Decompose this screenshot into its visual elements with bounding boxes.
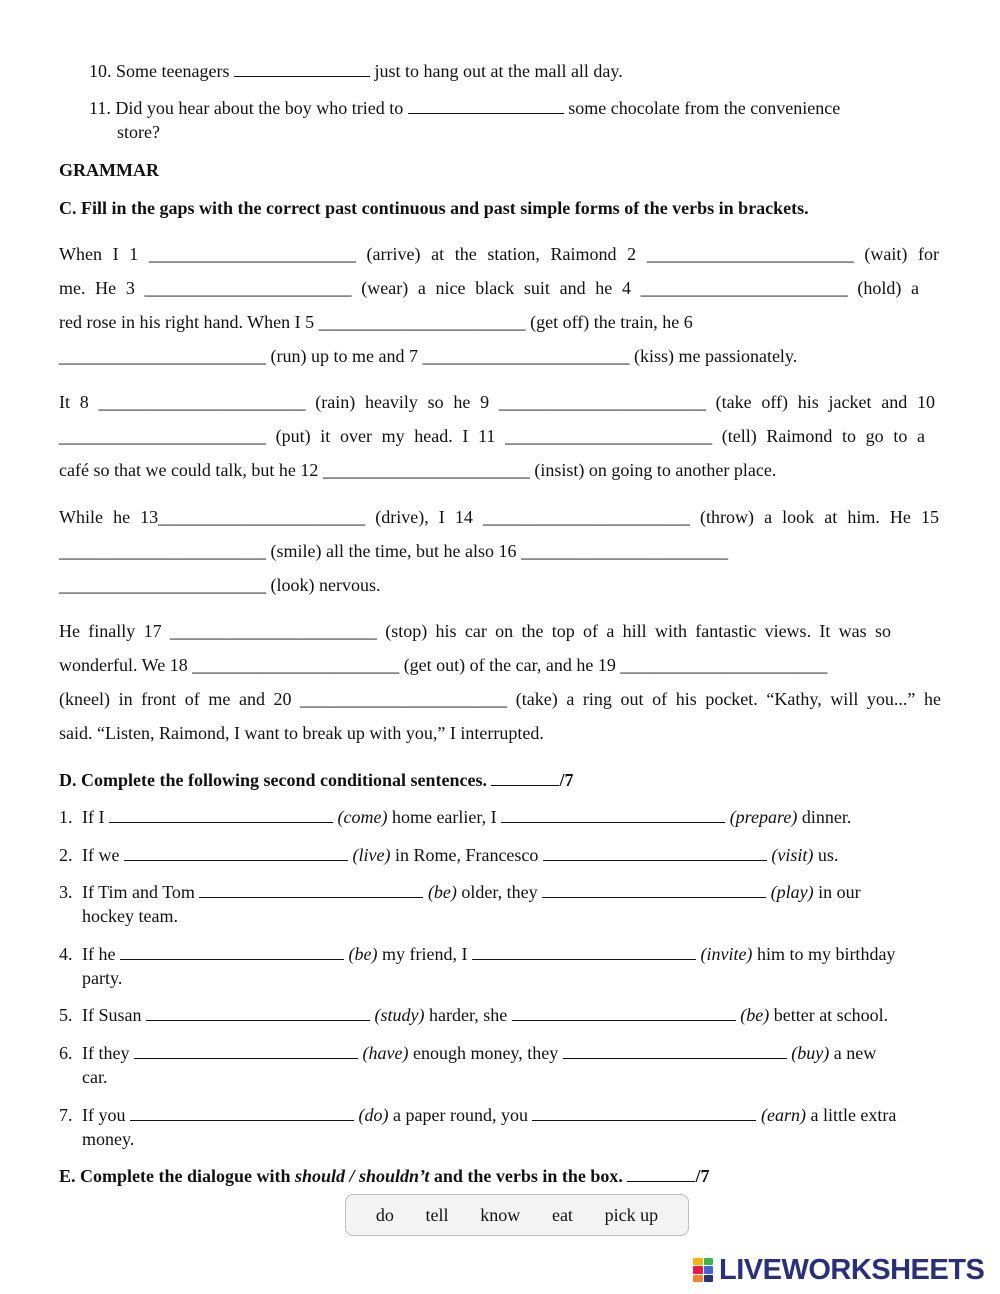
item-number: 10. [89, 61, 112, 81]
item-text: in our [818, 882, 861, 902]
answer-blank[interactable] [532, 1106, 756, 1121]
answer-blank[interactable] [124, 846, 348, 861]
item-text: just to hang out at the mall all day. [374, 61, 623, 81]
logo-icon [693, 1258, 713, 1282]
verb-hint: (be) [427, 882, 457, 902]
word-box-item[interactable]: tell [425, 1204, 449, 1225]
liveworksheets-logo [693, 1254, 984, 1286]
item-text: enough money, they [412, 1043, 559, 1063]
answer-blank[interactable] [563, 1044, 787, 1059]
paragraph-line: He finally 17 _______________________ (stop) his car on the top of a hill with fantastic views. It was so [59, 621, 891, 641]
verb-hint: (buy) [791, 1043, 830, 1063]
score-total: /7 [695, 1166, 710, 1186]
answer-blank[interactable] [120, 945, 344, 960]
item-number: 1. [59, 807, 73, 827]
word-box-item[interactable]: do [375, 1204, 394, 1225]
logo-text: LIVEWORKSHEETS [719, 1253, 985, 1286]
section-c-heading: C. Fill in the gaps with the correct past continuous and past simple forms of the verbs in brackets. [59, 198, 809, 218]
item-number: 7. [59, 1105, 73, 1125]
item-continuation: party. [82, 968, 123, 988]
item-text: him to my birthday [756, 944, 896, 964]
list-item [59, 1003, 888, 1027]
paragraph-line: When I 1 _______________________ (arrive) at the station, Raimond 2 _______________________ (wait) for [59, 244, 939, 264]
item-text: home earlier, I [391, 807, 497, 827]
answer-blank[interactable] [134, 1044, 358, 1059]
item-text: If he [82, 944, 116, 964]
item-text: in Rome, Francesco [394, 845, 539, 865]
answer-blank[interactable] [408, 99, 564, 114]
paragraph-line: me. He 3 _______________________ (wear) a nice black suit and he 4 _______________________ (hold) a [59, 278, 919, 298]
verb-hint: (live) [352, 845, 391, 865]
item-text: us. [817, 845, 839, 865]
list-item [59, 942, 895, 966]
item-number: 6. [59, 1043, 73, 1063]
verb-hint: (study) [374, 1005, 425, 1025]
item-number: 11. [89, 98, 111, 118]
paragraph-line: wonderful. We 18 _______________________ (get out) of the car, and he 19 _______________________ [59, 655, 828, 675]
item-continuation: money. [82, 1129, 135, 1149]
item-text: If Tim and Tom [82, 882, 195, 902]
item-text: a paper round, you [393, 1105, 528, 1125]
item-text: Did you hear about the boy who tried to [115, 98, 404, 118]
item-text: If we [82, 845, 120, 865]
heading-text: and the verbs in the box. [433, 1166, 623, 1186]
section-e-heading [59, 1164, 709, 1188]
item-text: If you [82, 1105, 126, 1125]
paragraph-line: _______________________ (run) up to me and 7 _______________________ (kiss) me passionately. [59, 346, 798, 366]
list-item [59, 880, 861, 904]
item-number: 4. [59, 944, 73, 964]
verb-hint: (visit) [771, 845, 814, 865]
paragraph-line: said. “Listen, Raimond, I want to break up with you,” I interrupted. [59, 723, 544, 743]
answer-blank[interactable] [542, 883, 766, 898]
item-number: 5. [59, 1005, 73, 1025]
answer-blank[interactable] [543, 846, 767, 861]
verb-hint: (earn) [760, 1105, 806, 1125]
verb-hint: (have) [362, 1043, 409, 1063]
answer-blank[interactable] [512, 1006, 736, 1021]
word-box [345, 1194, 689, 1236]
answer-blank[interactable] [146, 1006, 370, 1021]
paragraph-line: _______________________ (look) nervous. [59, 575, 381, 595]
word-box-item[interactable]: pick up [604, 1204, 659, 1225]
list-item [59, 843, 838, 867]
paragraph-line: _______________________ (put) it over my head. I 11 _______________________ (tell) Raimond to go to a [59, 426, 925, 446]
word-box-item[interactable]: eat [551, 1204, 573, 1225]
list-item [59, 1103, 896, 1127]
heading-text: D. Complete the following second conditional sentences. [59, 770, 487, 790]
section-heading-grammar: GRAMMAR [59, 160, 159, 180]
item-text: my friend, I [381, 944, 468, 964]
item-continuation: hockey team. [82, 906, 178, 926]
verb-hint: (come) [337, 807, 388, 827]
answer-blank[interactable] [234, 62, 370, 77]
item-continuation: store? [117, 122, 160, 142]
word-box-item[interactable]: know [480, 1204, 521, 1225]
paragraph-line: It 8 _______________________ (rain) heavily so he 9 _______________________ (take off) his jacket and 10 [59, 392, 935, 412]
list-item [59, 805, 851, 829]
paragraph-line: While he 13_______________________ (drive), I 14 _______________________ (throw) a look at him. He 15 [59, 507, 939, 527]
verb-hint: (prepare) [729, 807, 798, 827]
verb-hint: (invite) [700, 944, 753, 964]
paragraph-line: red rose in his right hand. When I 5 _______________________ (get off) the train, he 6 [59, 312, 693, 332]
item-text: If they [82, 1043, 130, 1063]
score-blank[interactable] [491, 771, 559, 786]
list-item [59, 1041, 876, 1065]
item-number: 2. [59, 845, 73, 865]
answer-blank[interactable] [501, 808, 725, 823]
list-item [89, 96, 840, 120]
item-continuation: car. [82, 1067, 108, 1087]
item-text: some chocolate from the convenience [568, 98, 841, 118]
paragraph-line: café so that we could talk, but he 12 _______________________ (insist) on going to another place. [59, 460, 777, 480]
paragraph-line: _______________________ (smile) all the time, but he also 16 _______________________ [59, 541, 728, 561]
section-d-heading [59, 768, 574, 792]
item-text: dinner. [801, 807, 852, 827]
answer-blank[interactable] [199, 883, 423, 898]
verb-hint: (do) [358, 1105, 389, 1125]
score-blank[interactable] [627, 1167, 695, 1182]
item-text: If Susan [82, 1005, 142, 1025]
item-text: Some teenagers [116, 61, 230, 81]
answer-blank[interactable] [472, 945, 696, 960]
verb-hint: (play) [770, 882, 814, 902]
item-text: harder, she [428, 1005, 508, 1025]
answer-blank[interactable] [109, 808, 333, 823]
list-item [89, 59, 623, 83]
answer-blank[interactable] [130, 1106, 354, 1121]
item-text: If I [82, 807, 105, 827]
score-total: /7 [559, 770, 574, 790]
item-text: older, they [461, 882, 538, 902]
item-text: a new [833, 1043, 877, 1063]
item-text: better at school. [773, 1005, 889, 1025]
paragraph-line: (kneel) in front of me and 20 _______________________ (take) a ring out of his pocket. “Kathy, will you...” he [59, 689, 941, 709]
item-number: 3. [59, 882, 73, 902]
item-text: a little extra [810, 1105, 897, 1125]
verb-hint: (be) [740, 1005, 770, 1025]
verb-hint: (be) [348, 944, 378, 964]
heading-emphasis: should / shouldn’t [295, 1166, 430, 1186]
heading-text: E. Complete the dialogue with [59, 1166, 291, 1186]
